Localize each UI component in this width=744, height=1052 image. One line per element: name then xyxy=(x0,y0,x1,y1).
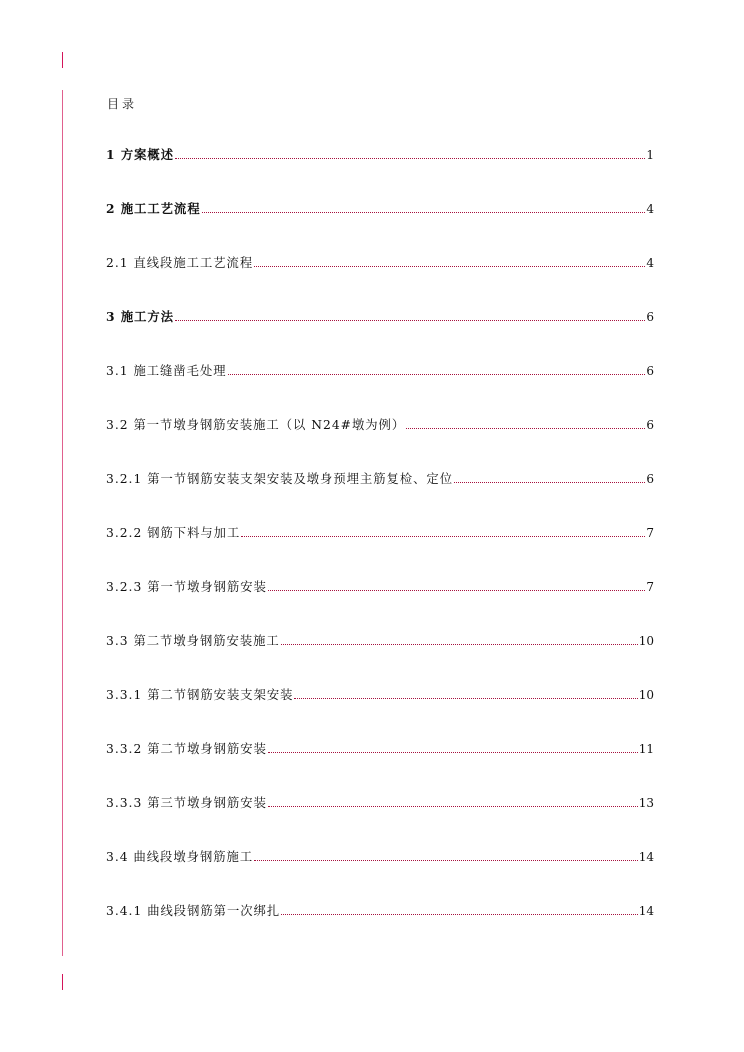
toc-entry-label: 3.3.2 第二节墩身钢筋安装 xyxy=(106,742,267,756)
toc-entry[interactable] xyxy=(106,631,654,685)
toc-entry[interactable] xyxy=(106,469,654,523)
toc-dot-leader xyxy=(175,138,645,159)
toc-entry[interactable] xyxy=(106,199,654,253)
toc-entry-page-number: 6 xyxy=(646,310,654,324)
toc-entry-label: 3.3.1 第二节钢筋安装支架安装 xyxy=(106,688,294,702)
toc-dot-leader xyxy=(454,462,645,483)
toc-dot-leader xyxy=(294,678,637,699)
toc-entry-label: 3.2.2 钢筋下料与加工 xyxy=(106,526,241,540)
toc-dot-leader xyxy=(228,354,646,375)
toc-entry-label: 2.1 直线段施工工艺流程 xyxy=(106,256,254,270)
toc-entry-label: 3 施工方法 xyxy=(106,309,175,324)
toc-entry[interactable] xyxy=(106,901,654,955)
toc-entry-label: 3.1 施工缝凿毛处理 xyxy=(106,364,227,378)
toc-entry-label: 3.4.1 曲线段钢筋第一次绑扎 xyxy=(106,904,281,918)
toc-entry-label: 1 方案概述 xyxy=(106,147,175,162)
toc-entry-page-number: 6 xyxy=(646,418,654,432)
toc-entry-page-number: 4 xyxy=(646,202,654,216)
toc-entry-label: 3.2.3 第一节墩身钢筋安装 xyxy=(106,580,267,594)
toc-entry-page-number: 6 xyxy=(646,472,654,486)
toc-entry[interactable] xyxy=(106,793,654,847)
toc-dot-leader xyxy=(254,840,638,861)
toc-entry-label: 3.3 第二节墩身钢筋安装施工 xyxy=(106,634,280,648)
toc-entry[interactable] xyxy=(106,253,654,307)
crop-mark-bottom xyxy=(62,974,63,990)
toc-dot-leader xyxy=(268,732,638,753)
toc-entry[interactable] xyxy=(106,685,654,739)
toc-entry-page-number: 14 xyxy=(638,904,654,918)
toc-dot-leader xyxy=(254,246,645,267)
toc-entry[interactable] xyxy=(106,415,654,469)
toc-entry-label: 2 施工工艺流程 xyxy=(106,201,201,216)
toc-entry-page-number: 7 xyxy=(646,526,654,540)
toc-dot-leader xyxy=(281,894,638,915)
toc-entry-page-number: 11 xyxy=(638,742,654,756)
margin-line xyxy=(62,90,63,956)
toc-entry-page-number: 6 xyxy=(646,364,654,378)
toc-entry[interactable] xyxy=(106,523,654,577)
toc-entry-page-number: 4 xyxy=(646,256,654,270)
toc-dot-leader xyxy=(281,624,638,645)
toc-entry[interactable] xyxy=(106,577,654,631)
toc-entry[interactable] xyxy=(106,847,654,901)
crop-mark-top xyxy=(62,52,63,68)
toc-dot-leader xyxy=(241,516,645,537)
toc-dot-leader xyxy=(175,300,645,321)
toc-entry[interactable] xyxy=(106,145,654,199)
toc-entry-page-number: 10 xyxy=(638,634,654,648)
toc-dot-leader xyxy=(202,192,646,213)
toc-entry-page-number: 1 xyxy=(646,148,654,162)
toc-dot-leader xyxy=(268,786,638,807)
toc-entry-label: 3.4 曲线段墩身钢筋施工 xyxy=(106,850,254,864)
table-of-contents xyxy=(106,145,654,955)
toc-title: 目录 xyxy=(107,97,138,111)
toc-entry-label: 3.3.3 第三节墩身钢筋安装 xyxy=(106,796,267,810)
toc-entry-page-number: 7 xyxy=(646,580,654,594)
toc-entry-page-number: 10 xyxy=(638,688,654,702)
toc-entry[interactable] xyxy=(106,307,654,361)
toc-entry-page-number: 14 xyxy=(638,850,654,864)
toc-entry[interactable] xyxy=(106,361,654,415)
toc-entry[interactable] xyxy=(106,739,654,793)
toc-entry-label: 3.2 第一节墩身钢筋安装施工（以 N24#墩为例） xyxy=(106,418,406,432)
toc-entry-label: 3.2.1 第一节钢筋安装支架安装及墩身预埋主筋复检、定位 xyxy=(106,472,454,486)
toc-dot-leader xyxy=(268,570,645,591)
toc-dot-leader xyxy=(406,408,645,429)
toc-entry-page-number: 13 xyxy=(638,796,654,810)
